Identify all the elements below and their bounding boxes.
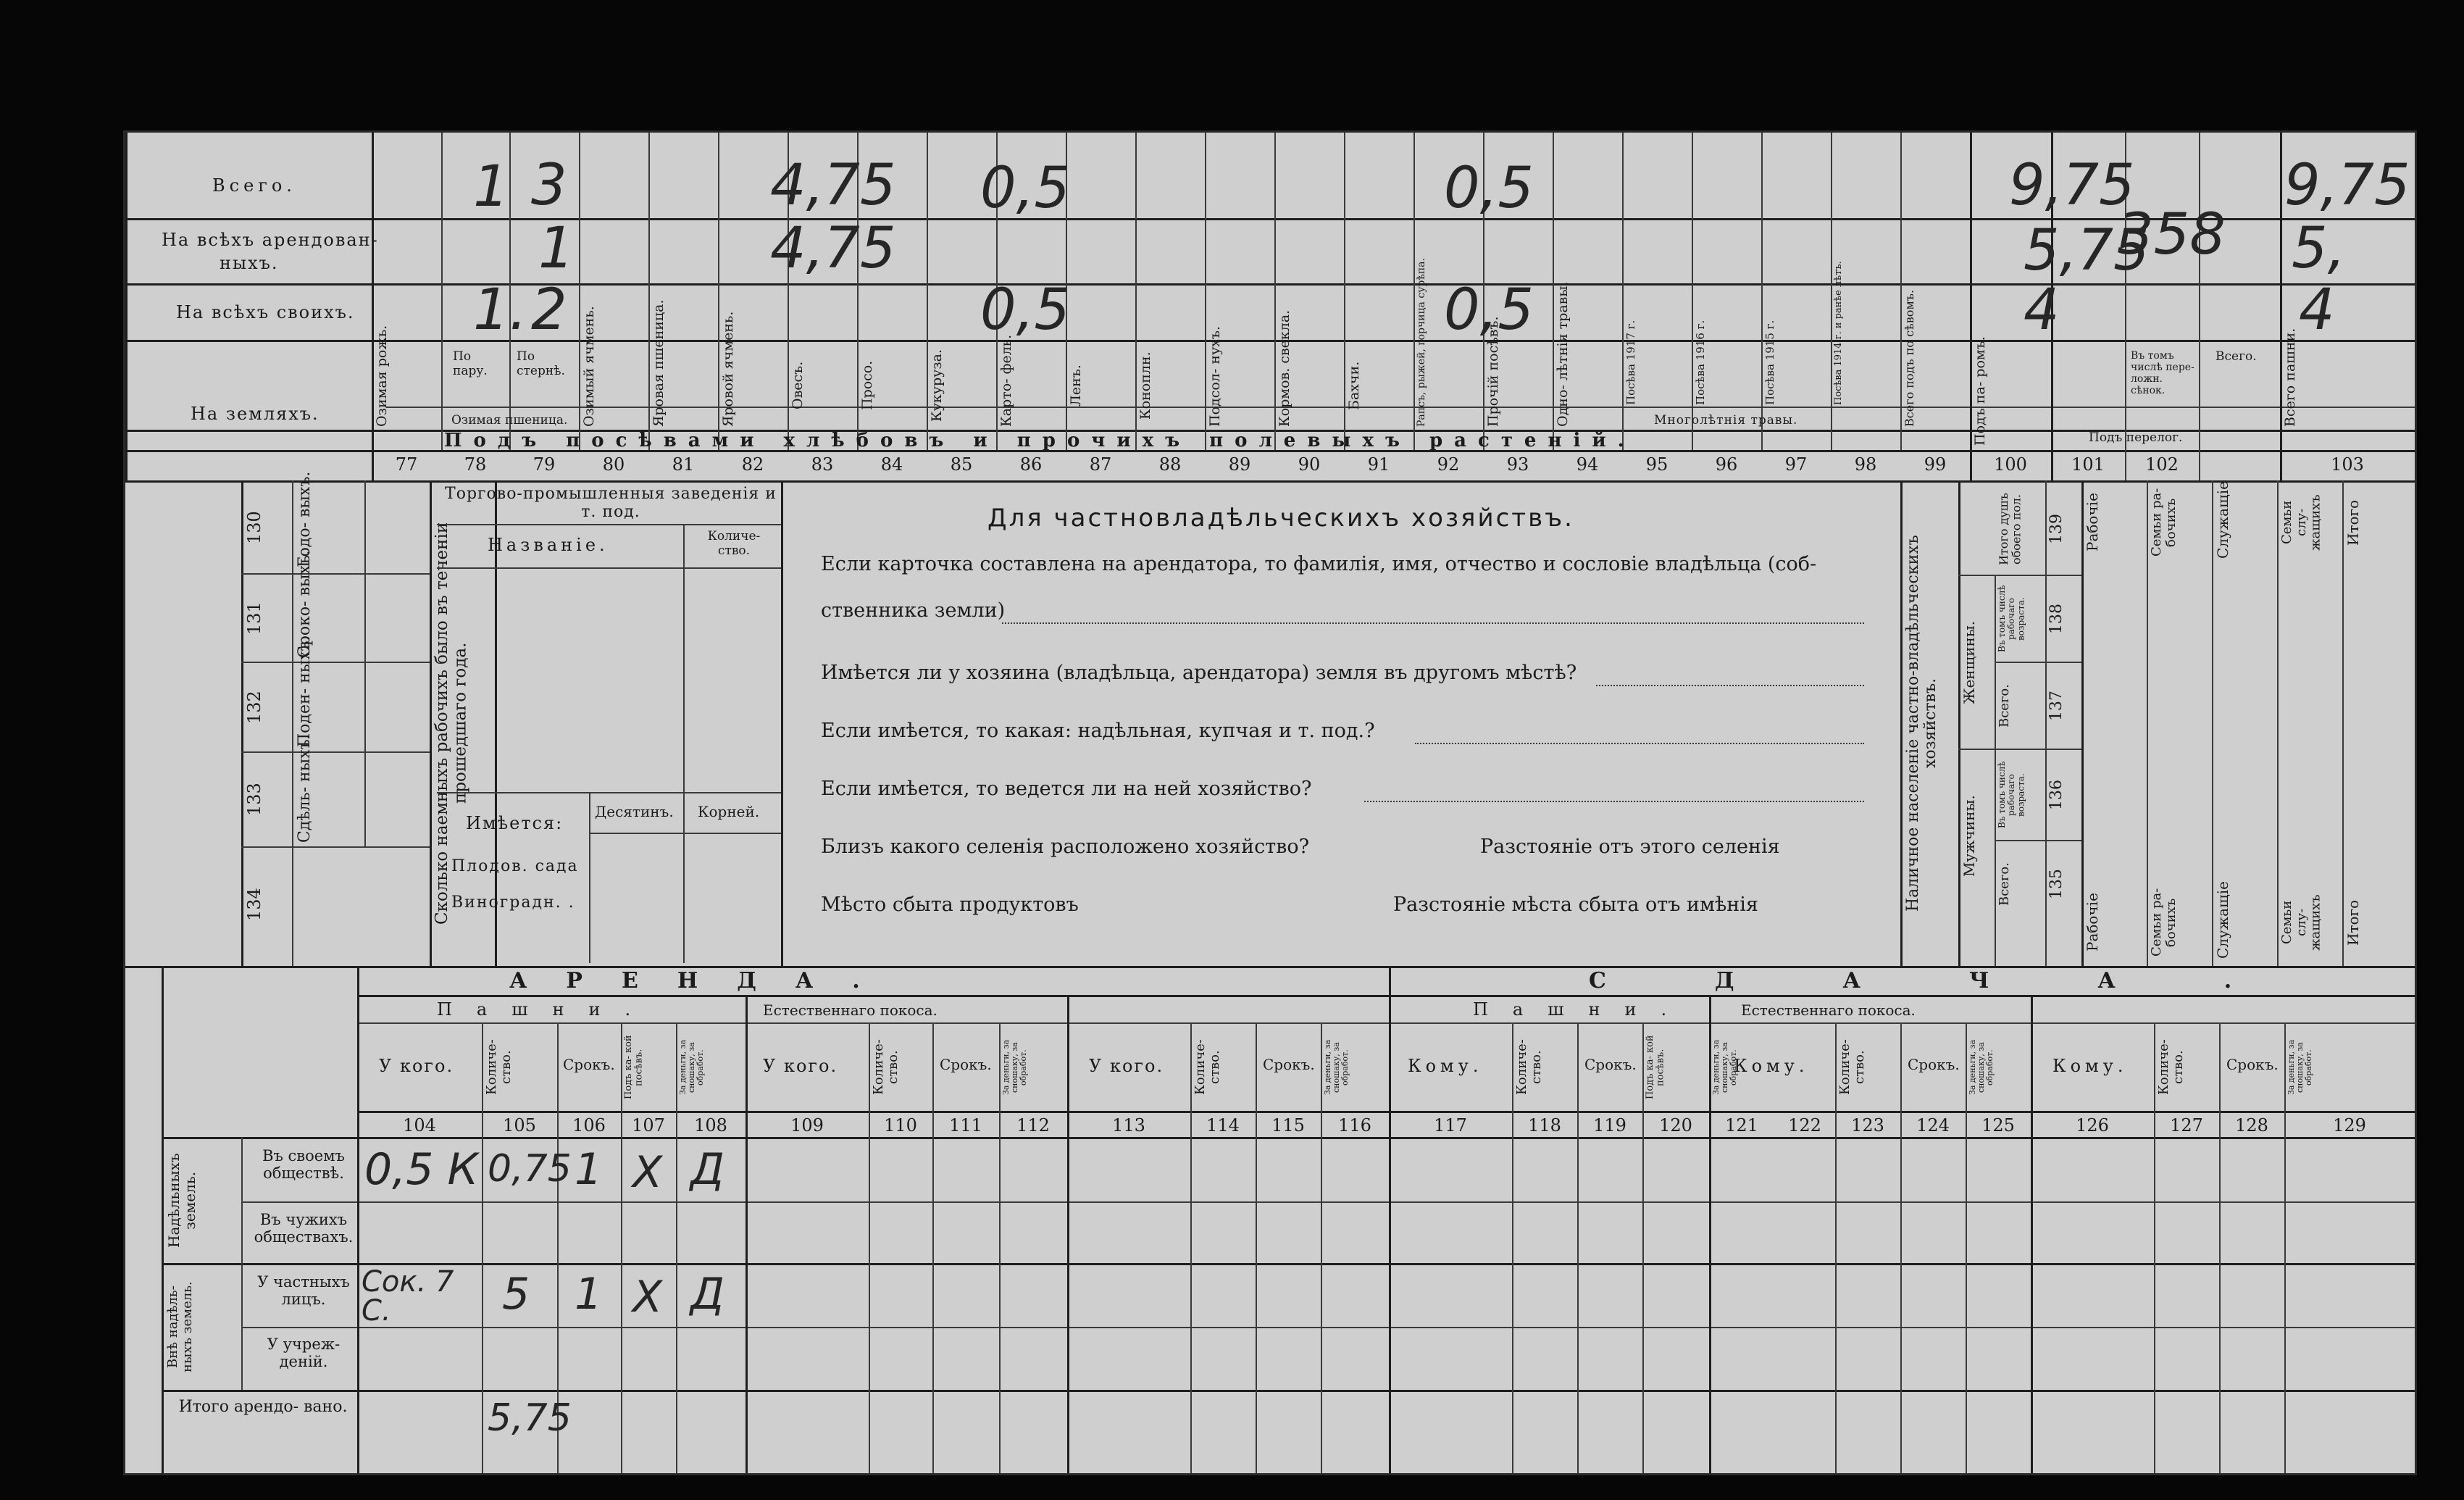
question-other-land: Имѣется ли у хозяина (владѣльца, арендатора) земля въ другомъ мѣстѣ? (821, 662, 1577, 684)
handwritten-value: 0,5 (1444, 278, 1534, 343)
top-table (125, 133, 2415, 495)
staff-col: Семьи ра- бочихъ (2149, 888, 2179, 957)
handwritten-value: 1. (473, 278, 527, 343)
col-number: 79 (533, 454, 556, 475)
pokos-header: Естественнаго покоса. (763, 1001, 937, 1019)
col-u-kogo: У кого. (379, 1056, 454, 1076)
col-number: 94 (1576, 454, 1599, 475)
staff-col: Итого (2344, 899, 2362, 946)
col-number: 116 (1338, 1115, 1371, 1136)
col-number: 113 (1112, 1115, 1145, 1136)
col-number: 85 (950, 454, 973, 475)
hired-number: 130 (244, 511, 264, 544)
col-header: Яровая пшеница. (651, 299, 667, 427)
col-number: 114 (1206, 1115, 1240, 1136)
staff-col: Рабочiе (2084, 893, 2101, 952)
col-header: Ленъ. (1068, 364, 1084, 407)
pop-col: Въ томъ числѣ рабочаго возраста. (1997, 761, 2026, 829)
handwritten-value: 2 (531, 278, 567, 343)
row-private: У частныхъ лицъ. (257, 1273, 350, 1309)
pop-number: 136 (2047, 780, 2066, 810)
hired-type: Сдѣль- ныхъ. (296, 734, 314, 843)
col-number: 101 (2071, 454, 2105, 475)
nadel-label: Надѣльныхъ земель. (165, 1153, 199, 1249)
question-farming: Если имѣется, то ведется ли на ней хозяйство? (821, 778, 1312, 800)
col-header: Всего пашни. (2282, 328, 2298, 427)
pop-col: Въ томъ числѣ рабочаго возраста. (1997, 585, 2026, 653)
handwritten-value: 9,75 (2284, 153, 2410, 218)
col-header: Многолѣтнiя травы. (1654, 413, 1798, 428)
question-owner-cont: ственника земли) (821, 599, 1006, 622)
col-number: 102 (2145, 454, 2179, 475)
col-srok: Срокъ. (940, 1056, 992, 1073)
row-own-community: Въ своемъ обществѣ. (262, 1147, 345, 1183)
col-number: 110 (884, 1115, 917, 1136)
col-header: Всего. (2215, 349, 2257, 364)
handwritten-value: 0,5 (980, 156, 1071, 221)
col-number: 125 (1981, 1115, 2015, 1136)
col-kol: Количе- ство. (1837, 1039, 1867, 1096)
col-pod-kakoi: Подъ ка- кой посѣвъ. (1645, 1035, 1666, 1100)
col-header: Яровой ячмень. (720, 311, 736, 427)
col-number: 99 (1924, 454, 1947, 475)
col-number: 117 (1434, 1115, 1467, 1136)
staff-col: Семьи ра- бочихъ (2149, 488, 2179, 557)
col-number: 112 (1016, 1115, 1050, 1136)
col-header: Подъ па- ромъ. (1972, 336, 1988, 446)
trade-name-header: Названiе. (488, 535, 609, 555)
col-srok: Срокъ. (1908, 1056, 1960, 1073)
col-za-dengi: За деньги, за сношаку, за обработ. (1001, 1039, 1029, 1096)
question-distance: Разстоянiе отъ этого селенiя (1480, 836, 1780, 858)
col-header: Подъ перелог. (2089, 430, 2183, 445)
question-market-distance: Разстоянiе мѣста сбыта отъ имѣнiя (1393, 893, 1758, 916)
col-kol: Количе- ство. (2156, 1039, 2186, 1096)
col-za-dengi: За деньги, за сношаку, за обработ. (2286, 1039, 2314, 1096)
col-header: Одно- лѣтнiя травы. (1555, 281, 1571, 427)
col-header: Посѣва 1916 г. (1694, 320, 1707, 405)
col-u-kogo: У кого. (1089, 1056, 1164, 1076)
handwritten-value: 4 (2024, 278, 2060, 343)
col-header: Прочiй посѣвъ. (1485, 316, 1501, 427)
pop-number: 135 (2047, 869, 2066, 899)
hired-number: 131 (244, 601, 264, 635)
col-number: 124 (1916, 1115, 1950, 1136)
col-number: 95 (1645, 454, 1669, 475)
row-institutions: У учреж- денiй. (267, 1336, 341, 1371)
col-number: 128 (2235, 1115, 2268, 1136)
col-header: Бахчи. (1346, 361, 1362, 410)
row-other-community: Въ чужихъ обществахъ. (254, 1211, 354, 1246)
col-za-dengi: За деньги, за сношаку, за обработ. (1968, 1039, 1995, 1096)
col-number: 88 (1158, 454, 1182, 475)
col-number: 120 (1659, 1115, 1692, 1136)
hired-type: Годо- выхъ. (296, 471, 314, 567)
question-village: Близъ какого селенiя расположено хозяйство? (821, 836, 1310, 858)
pop-col: Итого душъ обоего пол. (1997, 493, 2024, 565)
handwritten-value: 358 (2118, 202, 2226, 267)
row-label-own: На всѣхъ своихъ. (176, 302, 355, 322)
col-header: Посѣва 1915 г. (1763, 320, 1776, 405)
staff-col: Рабочiе (2084, 493, 2101, 552)
row-label-lands: На земляхъ. (191, 404, 320, 424)
col-number: 106 (572, 1115, 606, 1136)
handwritten-value: 0,75 (488, 1147, 572, 1191)
col-number: 98 (1854, 454, 1877, 475)
hired-type: Поден- ныхъ. (296, 636, 314, 747)
col-number: 97 (1784, 454, 1808, 475)
col-pod-kakoi: Подъ ка- кой посѣвъ. (623, 1035, 645, 1100)
col-number: 92 (1437, 454, 1460, 475)
col-number: 126 (2076, 1115, 2109, 1136)
col-number: 119 (1593, 1115, 1626, 1136)
col-number: 104 (403, 1115, 436, 1136)
col-number: 96 (1715, 454, 1738, 475)
handwritten-value: Сок. 7 С. (362, 1265, 454, 1328)
pop-col: Всего. (1997, 684, 2012, 728)
handwritten-value: 1 (473, 154, 509, 220)
col-srok: Срокъ. (2226, 1056, 2279, 1073)
handwritten-value: Х (632, 1147, 663, 1198)
col-number: 90 (1298, 454, 1321, 475)
col-komu: Кому. (2052, 1056, 2128, 1076)
hired-number: 134 (244, 888, 264, 921)
col-number: 107 (632, 1115, 665, 1136)
trade-title: Торгово-промышленныя заведенiя и т. под. (445, 485, 777, 522)
col-srok: Срокъ. (563, 1056, 615, 1073)
col-srok: Срокъ. (1584, 1056, 1637, 1073)
sdacha-header: СДАЧА. (1589, 968, 2341, 993)
pop-number: 137 (2047, 691, 2066, 721)
col-number: 111 (949, 1115, 982, 1136)
col-number: 83 (811, 454, 834, 475)
middle-section (125, 471, 2415, 966)
hired-number: 132 (244, 691, 264, 724)
col-number: 86 (1019, 454, 1043, 475)
col-kol: Количе- ство. (484, 1039, 514, 1096)
staff-col: Служащiе (2214, 881, 2231, 959)
staff-col: Служащiе (2214, 481, 2231, 559)
col-header: Посѣва 1914 г. и ранѣе лѣтъ. (1833, 261, 1844, 405)
handwritten-value: 9,75 (2009, 153, 2135, 218)
arenda-header: АРЕНДА. (509, 968, 899, 993)
men-label: Мужчины. (1960, 795, 1978, 878)
col-za-dengi: За деньги, за сношаку, за обработ. (1711, 1039, 1739, 1096)
vineyards-label: Виноградн. . (451, 893, 575, 912)
handwritten-value: 0,5 (980, 278, 1071, 343)
staff-col: Семьи слу- жащихъ (2279, 494, 2323, 551)
col-number: 121 (1725, 1115, 1758, 1136)
col-header: Подсол- нухъ. (1207, 325, 1223, 427)
col-header: Кукуруза. (929, 349, 945, 422)
staff-col: Семьи слу- жащихъ (2279, 894, 2323, 951)
col-komu: Кому. (1408, 1056, 1483, 1076)
handwritten-value: 1 (575, 1144, 603, 1195)
col-u-kogo: У кого. (763, 1056, 838, 1076)
handwritten-value: 5,75 (2024, 218, 2150, 283)
row-total-leased: Итого арендо- вано. (178, 1398, 348, 1416)
pashni-header: Пашни. (1473, 999, 1692, 1020)
col-header: По стернѣ. (517, 349, 565, 378)
col-header: Карто- фель. (998, 334, 1014, 427)
col-header: Овесъ. (790, 361, 806, 410)
handwritten-value: Х (632, 1272, 663, 1322)
handwritten-value: 4,75 (770, 216, 896, 281)
private-farms-title: Для частновладѣльческихъ хозяйствъ. (987, 504, 1574, 533)
col-number: 127 (2170, 1115, 2203, 1136)
women-label: Женщины. (1960, 620, 1978, 704)
has-label: Имѣется: (466, 813, 564, 833)
lease-table (125, 966, 2415, 1473)
handwritten-value: 5, (2292, 216, 2346, 281)
band-text: Подъ посѣвами хлѣбовъ и прочихъ полевыхъ растенiй. (444, 430, 1636, 451)
col-number: 78 (464, 454, 487, 475)
col-header: Коноплн. (1137, 351, 1153, 420)
col-header: Озимый ячмень. (581, 306, 597, 427)
question-land-type: Если имѣется, то какая: надѣльная, купчая и т. под.? (821, 720, 1375, 742)
handwritten-value: 0,5 (1444, 156, 1534, 221)
handwritten-value: 5 (502, 1269, 530, 1320)
handwritten-value: 1 (538, 216, 575, 281)
col-header: По пару. (453, 349, 488, 378)
population-title: Наличное населенiе частно-владѣльческихъ хозяйствъ. (1904, 535, 1940, 912)
staff-col: Итого (2344, 499, 2362, 546)
row-label-total: Всего. (212, 175, 296, 196)
col-number: 84 (880, 454, 903, 475)
col-number: 123 (1851, 1115, 1884, 1136)
census-card (123, 130, 2417, 1475)
row-label-rented-2: ныхъ. (220, 253, 279, 273)
col-kol: Количе- ство. (871, 1039, 901, 1096)
col-header: Озимая пшеница. (451, 413, 568, 428)
col-number: 81 (672, 454, 695, 475)
handwritten-value: Д (690, 1269, 724, 1320)
col-number: 108 (694, 1115, 727, 1136)
handwritten-value: 5,75 (488, 1396, 572, 1440)
handwritten-value: 4 (2299, 278, 2335, 343)
hired-number: 133 (244, 783, 264, 816)
col-za-dengi: За деньги, за сношаку, за обработ. (1323, 1039, 1350, 1096)
pop-number: 139 (2047, 514, 2066, 544)
handwritten-value: 0,5 К (364, 1144, 479, 1195)
col-header: Озимая рожь. (374, 325, 390, 427)
col-kol: Количе- ство. (1193, 1039, 1222, 1096)
col-number: 80 (602, 454, 625, 475)
col-number: 82 (741, 454, 764, 475)
trade-qty-header: Количе- ство. (707, 529, 761, 558)
col-srok: Срокъ. (1263, 1056, 1315, 1073)
desyatin-header: Десятинъ. (595, 803, 674, 820)
col-header: Просо. (859, 360, 875, 411)
row-label-rented-1: На всѣхъ арендован- (162, 230, 379, 250)
question-owner: Если карточка составлена на арендатора, то фамилiя, имя, отчество и сословiе владѣльца (соб- (821, 553, 1817, 575)
pokos-header: Естественнаго покоса. (1741, 1001, 1916, 1019)
pop-col: Всего. (1997, 862, 2012, 906)
hired-type: Сроко- выхъ. (296, 550, 314, 658)
col-komu: Кому. (1734, 1056, 1809, 1076)
col-number: 77 (395, 454, 418, 475)
col-number: 115 (1271, 1115, 1305, 1136)
pop-number: 138 (2047, 604, 2066, 634)
korney-header: Корней. (698, 803, 760, 820)
col-number: 109 (790, 1115, 824, 1136)
col-number: 118 (1528, 1115, 1561, 1136)
col-number: 122 (1788, 1115, 1821, 1136)
col-header: Всего подъ по сѣвомъ. (1903, 289, 1916, 427)
col-number: 89 (1228, 454, 1251, 475)
handwritten-value: 3 (531, 153, 567, 218)
question-market: Мѣсто сбыта продуктовъ (821, 893, 1079, 916)
handwritten-value: 1 (575, 1269, 603, 1320)
pashni-header: Пашни. (437, 999, 656, 1020)
handwritten-value: Д (690, 1144, 724, 1195)
col-number: 103 (2331, 454, 2364, 475)
col-number: 129 (2333, 1115, 2366, 1136)
vne-nadel-label: Внѣ надѣль- ныхъ земель. (165, 1281, 195, 1372)
col-number: 87 (1089, 454, 1112, 475)
gardens-label: Плодов. сада (451, 857, 579, 875)
col-number: 105 (503, 1115, 536, 1136)
hired-title: Сколько наемныхъ рабочихъ было въ теченiи прошедшаго года. (433, 522, 470, 925)
col-number: 91 (1367, 454, 1390, 475)
col-header: Посѣва 1917 г. (1624, 320, 1637, 405)
col-header: Въ томъ числѣ пере- ложн. сѣнок. (2131, 350, 2194, 397)
col-kol: Количе- ство. (1514, 1039, 1544, 1096)
col-number: 93 (1506, 454, 1529, 475)
col-header: Кормов. свекла. (1277, 309, 1292, 427)
col-number: 100 (1994, 454, 2027, 475)
handwritten-value: 4,75 (770, 153, 896, 218)
col-header: Рапсъ, рыжей, горчица сурѣпа. (1416, 258, 1427, 427)
col-za-dengi: За деньги, за сношаку, за обработ. (678, 1039, 706, 1096)
